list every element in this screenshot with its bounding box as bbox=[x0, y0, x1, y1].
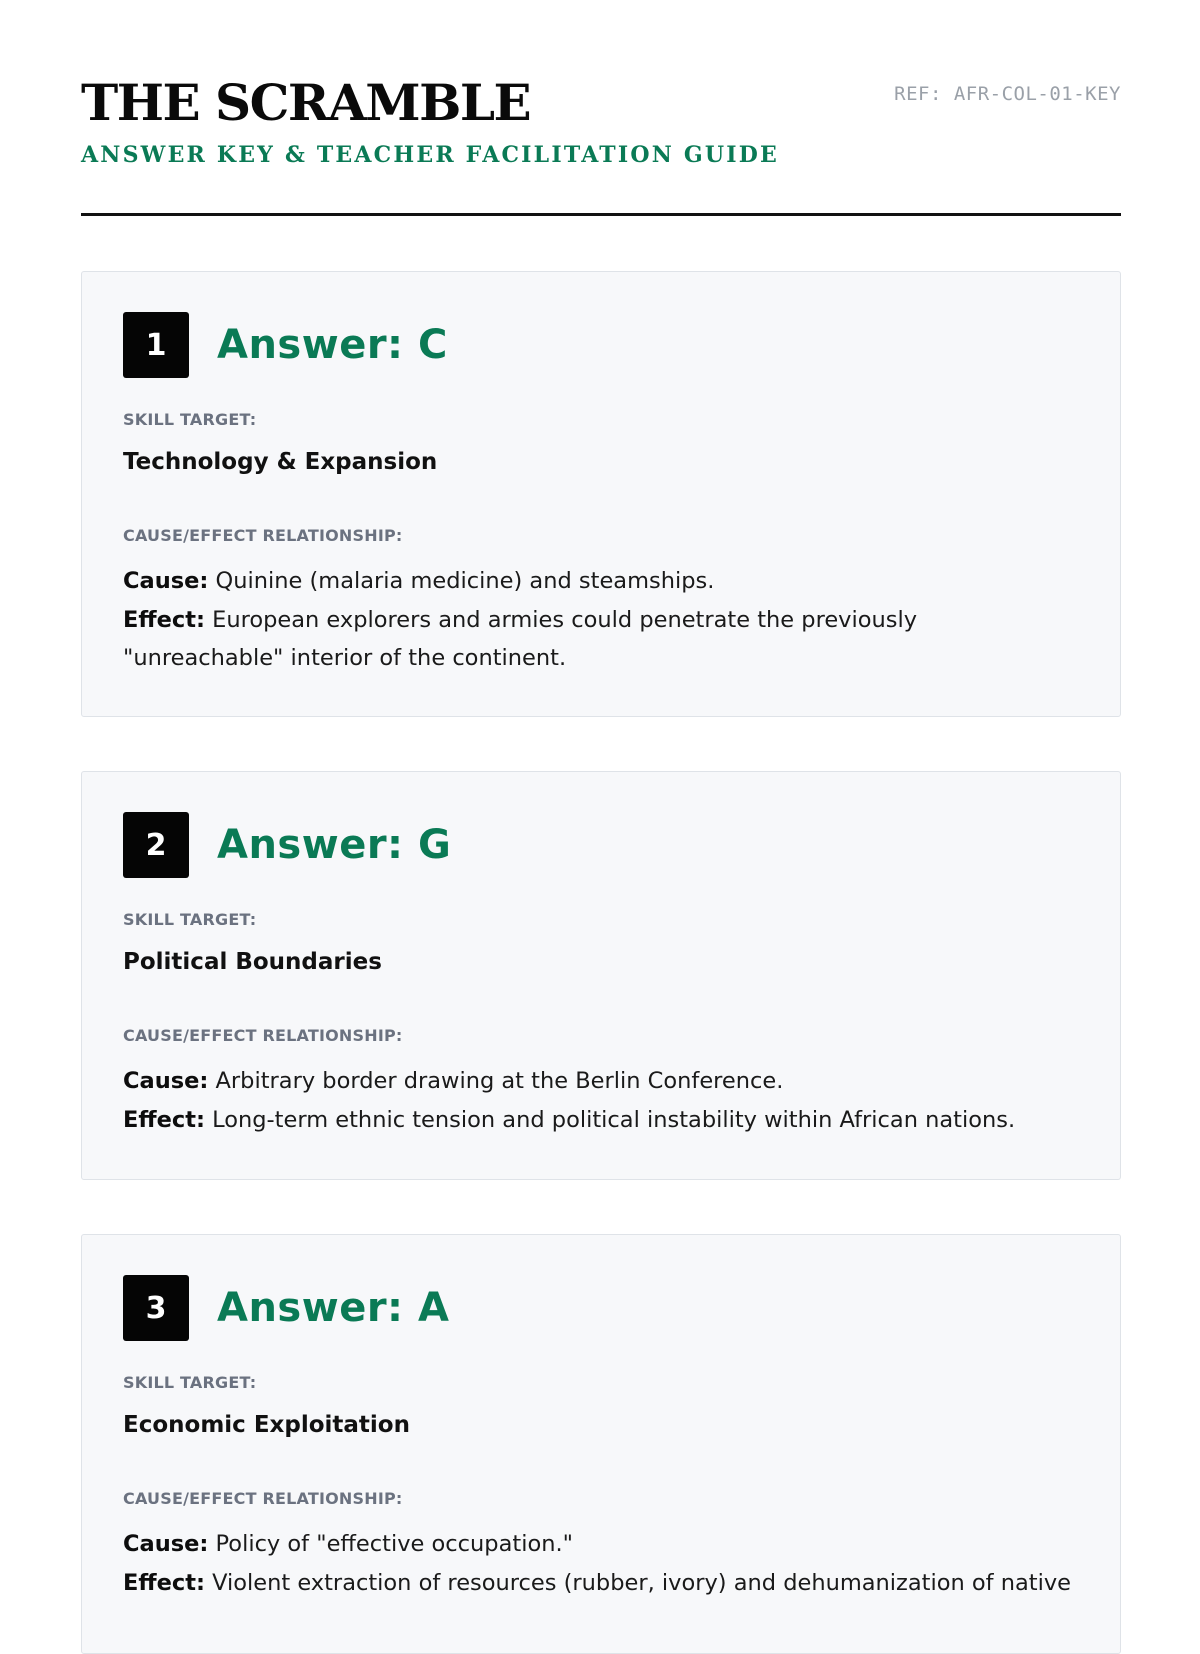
cause-label: Cause: bbox=[123, 1068, 209, 1094]
cause-label: Cause: bbox=[123, 568, 209, 594]
answer-card-header bbox=[123, 312, 448, 378]
reference-code: REF: AFR-COL-01-KEY bbox=[894, 83, 1121, 105]
cause-line bbox=[123, 1525, 1083, 1564]
effect-label: Effect: bbox=[123, 1569, 205, 1596]
cause-effect-body bbox=[123, 1525, 1083, 1602]
answer-key-page bbox=[81, 0, 1121, 1596]
cause-text: Policy of "effective occupation." bbox=[215, 1531, 573, 1557]
answer-card-1 bbox=[81, 271, 1121, 717]
document-header bbox=[81, 0, 1121, 216]
effect-label: Effect: bbox=[123, 1106, 205, 1133]
document-title: THE SCRAMBLE bbox=[81, 73, 531, 132]
skill-target-value: Political Boundaries bbox=[123, 949, 382, 975]
answer-card-2 bbox=[81, 771, 1121, 1180]
skill-target-label: SKILL TARGET: bbox=[123, 410, 257, 429]
answer-card-header bbox=[123, 1275, 449, 1341]
effect-text: Long-term ethnic tension and political instability within African nations. bbox=[212, 1106, 1016, 1133]
skill-target-label: SKILL TARGET: bbox=[123, 910, 257, 929]
cause-effect-label: CAUSE/EFFECT RELATIONSHIP: bbox=[123, 526, 403, 545]
question-number-badge: 1 bbox=[123, 312, 189, 378]
effect-text: Violent extraction of resources (rubber, ivory) and dehumanization of native bbox=[212, 1569, 1072, 1596]
effect-line bbox=[123, 1564, 1083, 1603]
skill-target-label: SKILL TARGET: bbox=[123, 1373, 257, 1392]
cause-effect-label: CAUSE/EFFECT RELATIONSHIP: bbox=[123, 1489, 403, 1508]
answer-heading: Answer: G bbox=[217, 822, 452, 868]
document-subtitle: ANSWER KEY & TEACHER FACILITATION GUIDE bbox=[81, 142, 779, 168]
answer-card-header bbox=[123, 812, 451, 878]
skill-target-value: Technology & Expansion bbox=[123, 449, 438, 475]
cause-line bbox=[123, 562, 1083, 601]
cause-effect-body bbox=[123, 1062, 1083, 1139]
answer-card-3 bbox=[81, 1234, 1121, 1654]
cause-text: Quinine (malaria medicine) and steamships. bbox=[215, 568, 715, 594]
cause-effect-body bbox=[123, 562, 1083, 678]
cause-line bbox=[123, 1062, 1083, 1101]
cause-effect-label: CAUSE/EFFECT RELATIONSHIP: bbox=[123, 1026, 403, 1045]
cause-label: Cause: bbox=[123, 1531, 209, 1557]
effect-text: European explorers and armies could penetrate the previously "unreachable" interior of the continent. bbox=[123, 606, 918, 671]
cause-text: Arbitrary border drawing at the Berlin Conference. bbox=[215, 1068, 784, 1094]
effect-line bbox=[123, 1101, 1083, 1140]
answer-heading: Answer: C bbox=[217, 322, 448, 368]
question-number-badge: 3 bbox=[123, 1275, 189, 1341]
effect-line bbox=[123, 601, 1083, 678]
answer-heading: Answer: A bbox=[217, 1285, 450, 1331]
effect-label: Effect: bbox=[123, 606, 205, 633]
skill-target-value: Economic Exploitation bbox=[123, 1412, 410, 1438]
question-number-badge: 2 bbox=[123, 812, 189, 878]
